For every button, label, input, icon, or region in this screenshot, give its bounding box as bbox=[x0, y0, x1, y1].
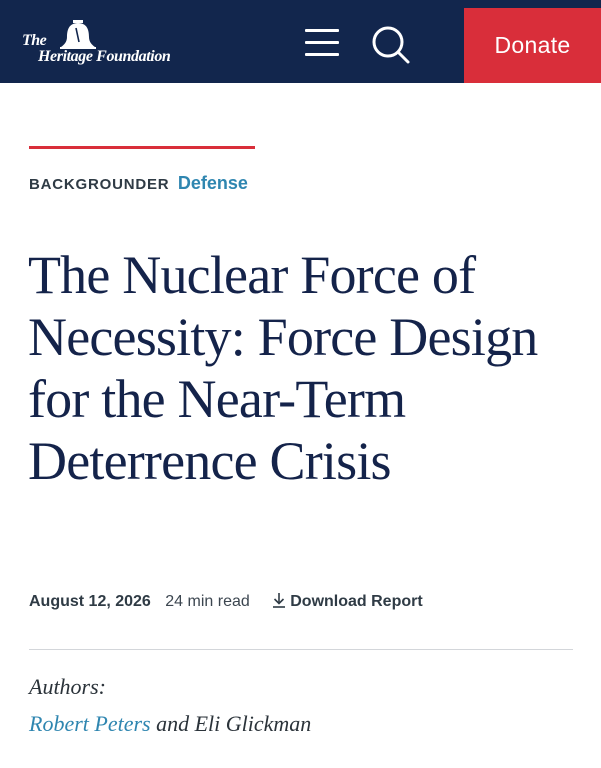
logo-text-the: The bbox=[22, 32, 47, 49]
donate-button[interactable]: Donate bbox=[464, 8, 601, 83]
menu-bar-top bbox=[305, 29, 339, 32]
menu-bar-bottom bbox=[305, 53, 339, 56]
article-meta bbox=[29, 592, 423, 616]
hamburger-menu-button[interactable] bbox=[298, 23, 346, 63]
search-button[interactable] bbox=[366, 21, 418, 69]
read-time: 24 min read bbox=[165, 593, 250, 610]
article-title: The Nuclear Force of Necessity: Force Design for the Near-Term Deterrence Crisis bbox=[28, 245, 538, 491]
author-name-eli-glickman: Eli Glickman bbox=[194, 711, 312, 736]
heritage-logo[interactable] bbox=[22, 18, 182, 70]
accent-rule bbox=[29, 146, 255, 149]
download-report-label: Download Report bbox=[290, 593, 423, 610]
authors-label: Authors: bbox=[29, 674, 106, 699]
download-report-link[interactable] bbox=[272, 593, 422, 610]
section-divider bbox=[29, 649, 573, 650]
download-icon bbox=[272, 592, 286, 608]
authors-conjunction: and bbox=[156, 711, 190, 736]
topic-link-defense[interactable]: Defense bbox=[177, 173, 248, 193]
logo-text-name: Heritage Foundation bbox=[38, 48, 171, 65]
author-link-robert-peters[interactable]: Robert Peters bbox=[29, 711, 151, 736]
menu-bar-middle bbox=[305, 41, 339, 44]
site-header bbox=[0, 0, 601, 83]
publish-date: August 12, 2026 bbox=[29, 593, 151, 610]
article-kicker bbox=[29, 173, 248, 194]
article-type-label: BACKGROUNDER bbox=[29, 176, 170, 193]
authors-list bbox=[29, 711, 311, 737]
search-icon bbox=[366, 21, 418, 69]
